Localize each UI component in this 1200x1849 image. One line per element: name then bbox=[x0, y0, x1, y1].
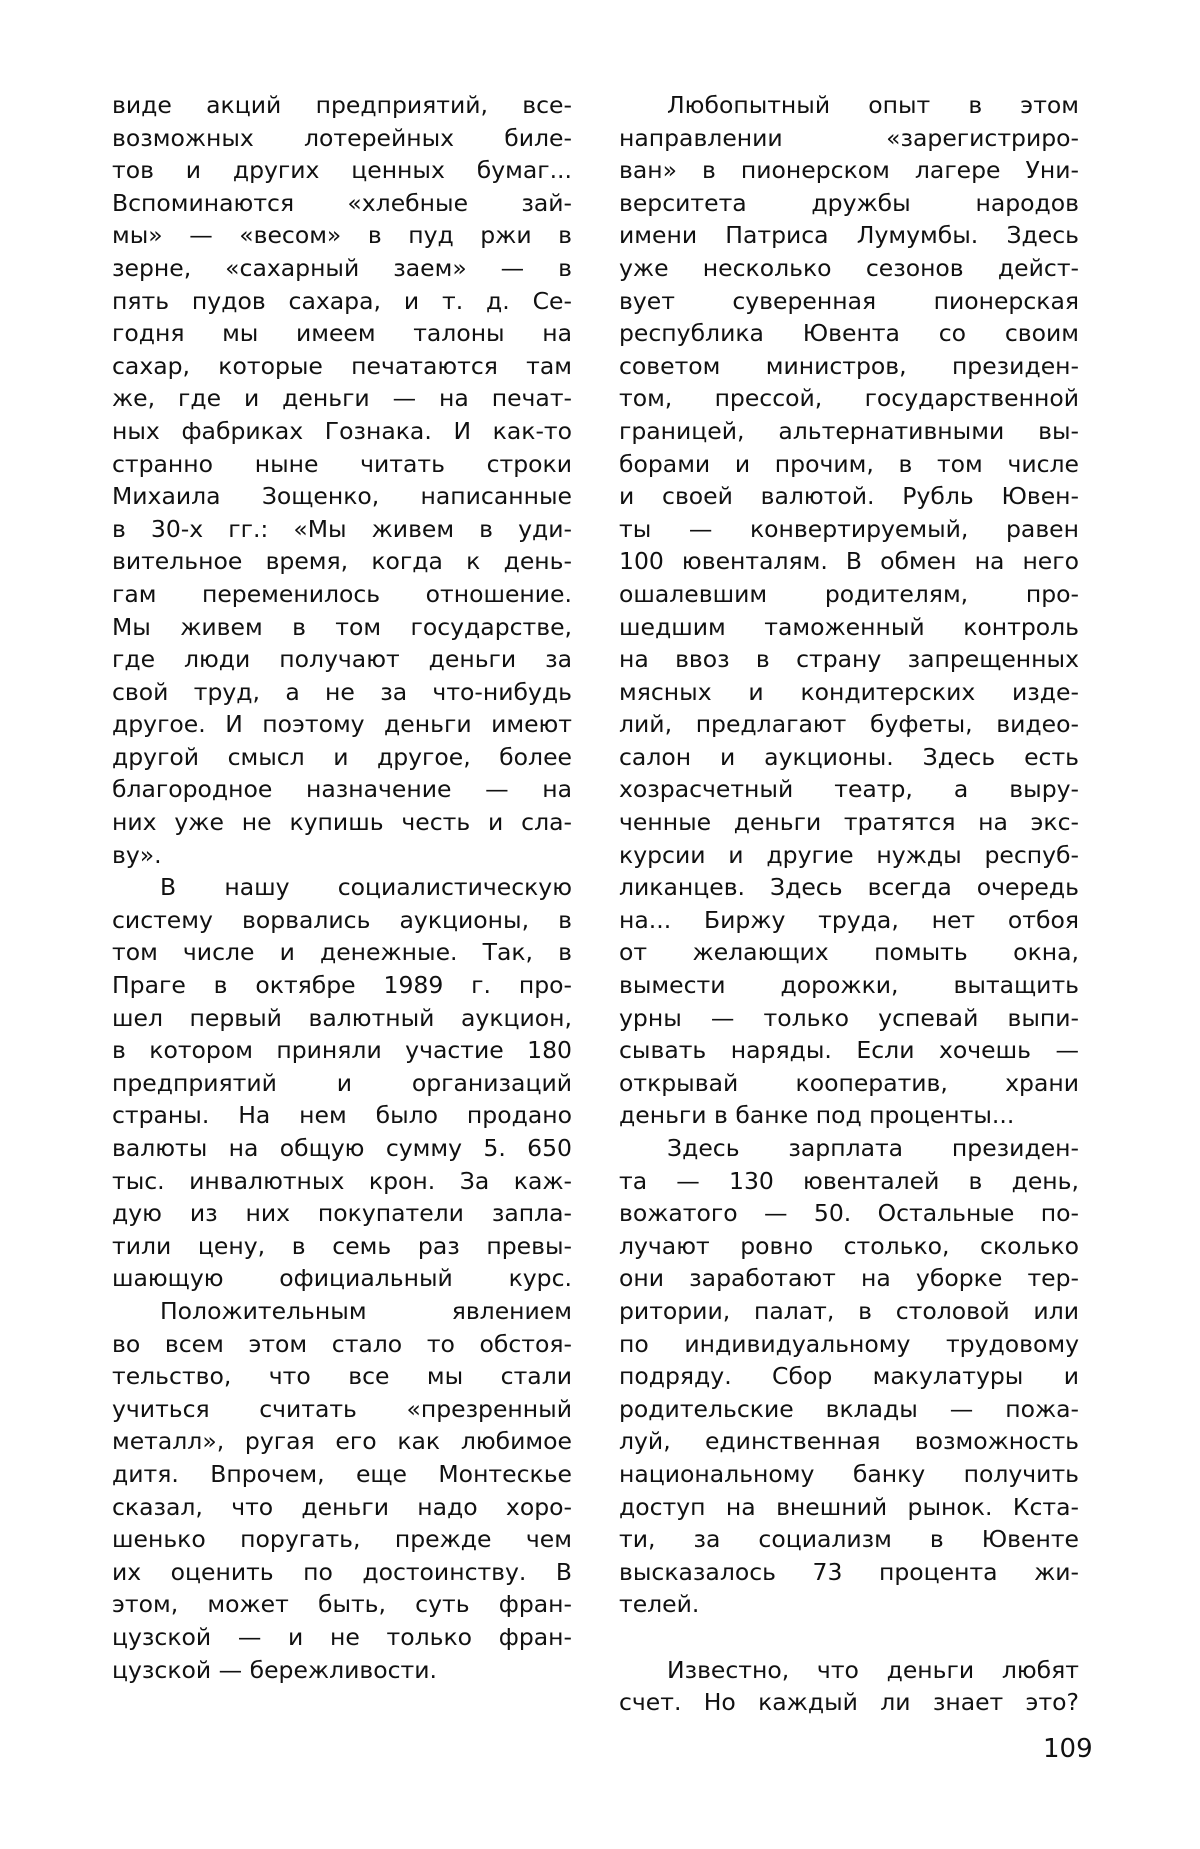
text-line: вымести дорожки, вытащить bbox=[619, 971, 1079, 1000]
text-line: вожатого — 50. Остальные по- bbox=[619, 1199, 1079, 1228]
text-line: 100 ювенталям. В обмен на него bbox=[619, 547, 1079, 576]
text-line: лучают ровно столько, сколько bbox=[619, 1231, 1079, 1260]
text-line: цузской — и не только фран- bbox=[112, 1622, 572, 1651]
text-line: тили цену, в семь раз превы- bbox=[112, 1231, 572, 1260]
text-line: систему ворвались аукционы, в bbox=[112, 905, 572, 934]
text-line: на ввоз в страну запрещенных bbox=[619, 645, 1079, 674]
text-line: имени Патриса Лумумбы. Здесь bbox=[619, 221, 1079, 250]
text-line: шающую официальный курс. bbox=[112, 1264, 572, 1293]
text-line: тов и других ценных бумаг... bbox=[112, 156, 572, 185]
text-line: по индивидуальному трудовому bbox=[619, 1329, 1079, 1358]
text-line: в котором приняли участие 180 bbox=[112, 1036, 572, 1065]
text-line: возможных лотерейных биле- bbox=[112, 123, 572, 152]
text-line: ных фабриках Гознака. И как-то bbox=[112, 416, 572, 445]
text-line: сахар, которые печатаются там bbox=[112, 351, 572, 380]
text-line: советом министров, президен- bbox=[619, 351, 1079, 380]
text-line: сывать наряды. Если хочешь — bbox=[619, 1036, 1079, 1065]
text-line: деньги в банке под проценты... bbox=[619, 1101, 1015, 1130]
text-line: ван» в пионерском лагере Уни- bbox=[619, 156, 1079, 185]
text-line: же, где и деньги — на печат- bbox=[112, 384, 572, 413]
text-line: дую из них покупатели запла- bbox=[112, 1199, 572, 1228]
text-line: ти, за социализм в Ювенте bbox=[619, 1525, 1079, 1554]
text-line: доступ на внешний рынок. Кста- bbox=[619, 1492, 1079, 1521]
text-line: и своей валютой. Рубль Ювен- bbox=[619, 482, 1079, 511]
text-line: салон и аукционы. Здесь есть bbox=[619, 742, 1079, 771]
text-line: Здесь зарплата президен- bbox=[667, 1134, 1079, 1162]
text-line: Михаила Зощенко, написанные bbox=[112, 482, 572, 511]
text-line: национальному банку получить bbox=[619, 1459, 1079, 1488]
text-line: годня мы имеем талоны на bbox=[112, 319, 572, 348]
text-line: мы» — «весом» в пуд ржи в bbox=[112, 221, 572, 250]
text-line: другое. И поэтому деньги имеют bbox=[112, 710, 572, 739]
text-line: высказалось 73 процента жи- bbox=[619, 1557, 1079, 1586]
text-line: они заработают на уборке тер- bbox=[619, 1264, 1079, 1293]
text-line: ликанцев. Здесь всегда очередь bbox=[619, 873, 1079, 902]
text-line: ты — конвертируемый, равен bbox=[619, 514, 1079, 543]
text-line: шел первый валютный аукцион, bbox=[112, 1003, 572, 1032]
text-line: борами и прочим, в том числе bbox=[619, 449, 1079, 478]
text-line: от желающих помыть окна, bbox=[619, 938, 1079, 967]
text-line: уже несколько сезонов дейст- bbox=[619, 253, 1079, 282]
text-line: лий, предлагают буфеты, видео- bbox=[619, 710, 1079, 739]
text-line: В нашу социалистическую bbox=[160, 873, 572, 902]
text-line: сказал, что деньги надо хоро- bbox=[112, 1492, 572, 1521]
text-line: их оценить по достоинству. В bbox=[112, 1557, 572, 1586]
text-line: направлении «зарегистриро- bbox=[619, 123, 1079, 152]
text-line: телей. bbox=[619, 1590, 700, 1619]
text-line: вует суверенная пионерская bbox=[619, 286, 1079, 315]
text-line: Положительным явлением bbox=[160, 1296, 572, 1325]
text-line: этом, может быть, суть фран- bbox=[112, 1590, 572, 1619]
text-line: ошалевшим родителям, про- bbox=[619, 579, 1079, 608]
text-line: та — 130 ювенталей в день, bbox=[619, 1166, 1079, 1195]
text-line: подряду. Сбор макулатуры и bbox=[619, 1362, 1079, 1391]
text-line: урны — только успевай выпи- bbox=[619, 1003, 1079, 1032]
text-line: вительное время, когда к день- bbox=[112, 547, 572, 576]
text-line: другой смысл и другое, более bbox=[112, 742, 572, 771]
text-line: учиться считать «презренный bbox=[112, 1394, 572, 1423]
text-line: шенько поругать, прежде чем bbox=[112, 1525, 572, 1554]
text-line: свой труд, а не за что-нибудь bbox=[112, 677, 572, 706]
text-line: цузской — бережливости. bbox=[112, 1655, 437, 1684]
text-line: хозрасчетный театр, а выру- bbox=[619, 775, 1079, 804]
text-line: курсии и другие нужды респуб- bbox=[619, 840, 1079, 869]
text-line: том, прессой, государственной bbox=[619, 384, 1079, 413]
text-line: ву». bbox=[112, 840, 162, 869]
text-line: мясных и кондитерских изде- bbox=[619, 677, 1079, 706]
text-line: благородное назначение — на bbox=[112, 775, 572, 804]
text-line: зерне, «сахарный заем» — в bbox=[112, 253, 572, 282]
text-line: виде акций предприятий, все- bbox=[112, 91, 572, 119]
text-line: них уже не купишь честь и сла- bbox=[112, 808, 572, 837]
text-line: где люди получают деньги за bbox=[112, 645, 572, 674]
text-line: на... Биржу труда, нет отбоя bbox=[619, 905, 1079, 934]
text-line: Вспоминаются «хлебные зай- bbox=[112, 188, 572, 217]
text-line: предприятий и организаций bbox=[112, 1068, 572, 1097]
text-line: луй, единственная возможность bbox=[619, 1427, 1079, 1456]
text-line: Праге в октябре 1989 г. про- bbox=[112, 971, 572, 1000]
text-line: тыс. инвалютных крон. За каж- bbox=[112, 1166, 572, 1195]
text-line: дитя. Впрочем, еще Монтескье bbox=[112, 1459, 572, 1488]
text-line: гам переменилось отношение. bbox=[112, 579, 572, 608]
text-line: открывай кооператив, храни bbox=[619, 1068, 1079, 1097]
text-line: республика Ювента со своим bbox=[619, 319, 1079, 348]
text-line: шедшим таможенный контроль bbox=[619, 612, 1079, 641]
text-line: верситета дружбы народов bbox=[619, 188, 1079, 217]
paragraph-spacer bbox=[619, 1621, 1079, 1654]
text-line: странно ныне читать строки bbox=[112, 449, 572, 478]
text-line: счет. Но каждый ли знает это? bbox=[619, 1688, 1079, 1717]
text-line: границей, альтернативными вы- bbox=[619, 416, 1079, 445]
text-line: Известно, что деньги любят bbox=[667, 1655, 1079, 1684]
text-line: металл», ругая его как любимое bbox=[112, 1427, 572, 1456]
text-line: Любопытный опыт в этом bbox=[667, 91, 1079, 119]
text-line: в 30-х гг.: «Мы живем в уди- bbox=[112, 514, 572, 543]
text-line: ченные деньги тратятся на экс- bbox=[619, 808, 1079, 837]
left-column bbox=[112, 89, 572, 1686]
text-line: родительские вклады — пожа- bbox=[619, 1394, 1079, 1423]
text-line: страны. На нем было продано bbox=[112, 1101, 572, 1130]
right-column bbox=[619, 89, 1079, 1719]
text-line: ритории, палат, в столовой или bbox=[619, 1296, 1079, 1325]
text-line: тельство, что все мы стали bbox=[112, 1362, 572, 1391]
text-line: пять пудов сахара, и т. д. Се- bbox=[112, 286, 572, 315]
page-number: 109 bbox=[1043, 1734, 1093, 1764]
text-line: том числе и денежные. Так, в bbox=[112, 938, 572, 967]
text-line: валюты на общую сумму 5. 650 bbox=[112, 1134, 572, 1162]
text-line: Мы живем в том государстве, bbox=[112, 612, 572, 641]
text-line: во всем этом стало то обстоя- bbox=[112, 1329, 572, 1358]
